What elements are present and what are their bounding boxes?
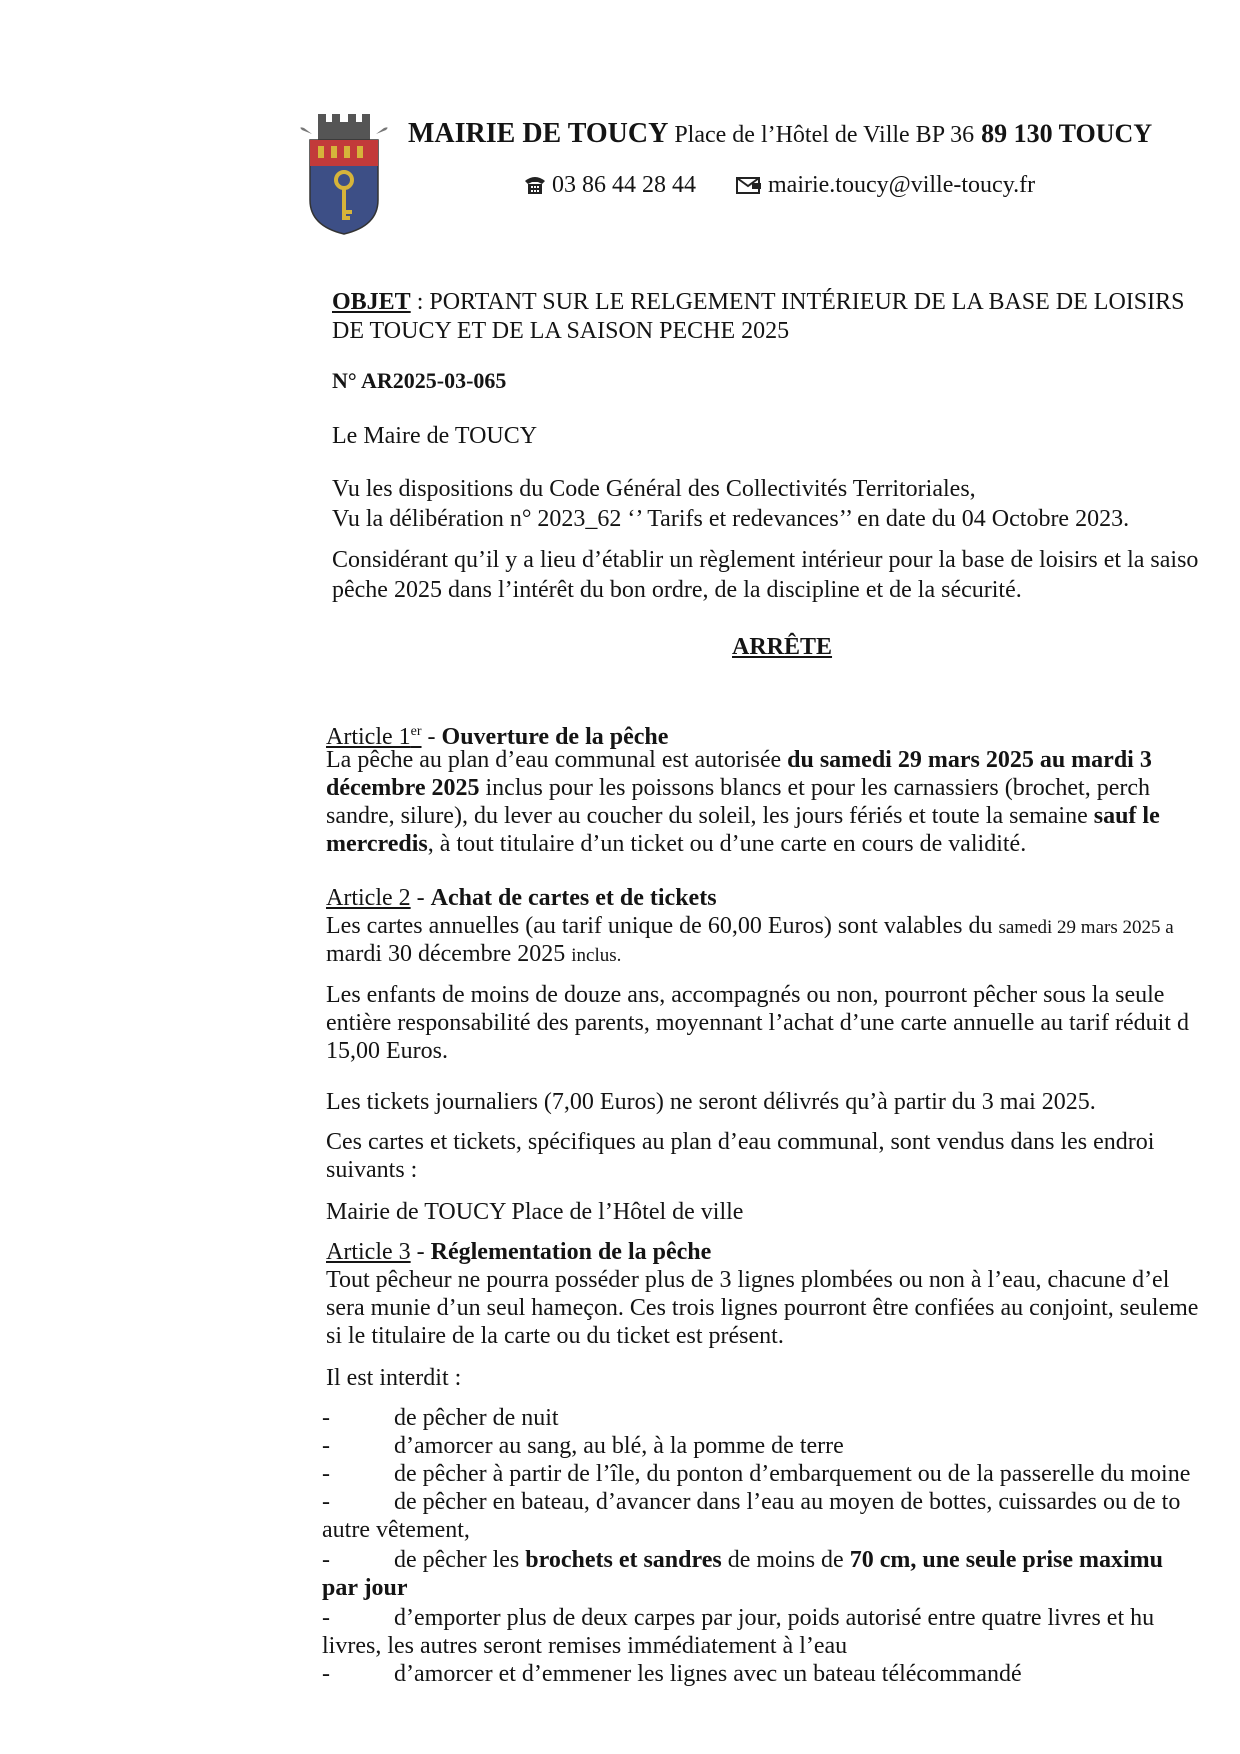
list-item-text: de pêcher en bateau, d’avancer dans l’eau au moyen de bottes, cuissardes ou de to bbox=[394, 1489, 1181, 1515]
article-1-text-3b: sauf le bbox=[1093, 803, 1160, 829]
list-dash: - bbox=[322, 1433, 330, 1459]
list-item-bold: 70 cm, une seule prise maximu bbox=[849, 1547, 1164, 1573]
arrete-heading: ARRÊTE bbox=[732, 634, 833, 660]
objet-label: OBJET bbox=[332, 289, 411, 315]
article-3-label: Article 3 bbox=[326, 1239, 411, 1265]
article-2-sep: - bbox=[410, 885, 431, 911]
list-item-text: d’amorcer et d’emmener les lignes avec un bateau télécommandé bbox=[394, 1661, 1022, 1687]
list-item bbox=[322, 1604, 1154, 1632]
article-2-heading bbox=[326, 884, 717, 912]
mairie-title: MAIRIE DE TOUCY bbox=[408, 118, 668, 149]
article-2-p1-line-2 bbox=[326, 940, 621, 970]
list-dash: - bbox=[322, 1489, 330, 1515]
article-1-title: Ouverture de la pêche bbox=[441, 724, 669, 750]
article-2-p2-line-2: entière responsabilité des parents, moyennant l’achat d’une carte annuelle au tarif réduit d bbox=[326, 1010, 1189, 1036]
list-item bbox=[322, 1404, 559, 1432]
list-item-text: de pêcher de nuit bbox=[394, 1405, 559, 1431]
article-2-p2-line-3: 15,00 Euros. bbox=[326, 1038, 448, 1064]
considerant-line-1: Considérant qu’il y a lieu d’établir un règlement intérieur pour la base de loisirs et la saiso bbox=[332, 547, 1199, 573]
list-item-continuation: livres, les autres seront remises immédiatement à l’eau bbox=[322, 1633, 848, 1659]
article-1-line-2 bbox=[326, 774, 1150, 802]
article-2-label: Article 2 bbox=[326, 885, 411, 911]
mairie-postcode: 89 130 TOUCY bbox=[981, 119, 1153, 148]
vu-line-1: Vu les dispositions du Code Général des Collectivités Territoriales, bbox=[332, 476, 976, 502]
objet-line-2: DE TOUCY ET DE LA SAISON PECHE 2025 bbox=[332, 318, 790, 344]
telephone-icon bbox=[524, 175, 546, 195]
article-2-p2-line-1: Les enfants de moins de douze ans, accompagnés ou non, pourront pêcher sous la seule bbox=[326, 982, 1165, 1008]
list-item bbox=[322, 1546, 1163, 1574]
list-item-text: de pêcher les bbox=[394, 1547, 526, 1573]
list-item-text: d’amorcer au sang, au blé, à la pomme de terre bbox=[394, 1433, 844, 1459]
list-item-continuation: autre vêtement, bbox=[322, 1517, 470, 1543]
list-dash: - bbox=[322, 1661, 330, 1687]
article-1-text-4b: , à tout titulaire d’un ticket ou d’une carte en cours de validité. bbox=[427, 831, 1027, 857]
article-1-line-1 bbox=[326, 746, 1152, 774]
article-1-text-4a: mercredis bbox=[326, 831, 428, 857]
list-item bbox=[322, 1660, 1022, 1688]
article-2-p5: Mairie de TOUCY Place de l’Hôtel de ville bbox=[326, 1199, 744, 1225]
article-2-p3: Les tickets journaliers (7,00 Euros) ne seront délivrés qu’à partir du 3 mai 2025. bbox=[326, 1089, 1096, 1115]
list-item-continuation: par jour bbox=[322, 1575, 408, 1601]
article-3-p1-line-3: si le titulaire de la carte ou du ticket est présent. bbox=[326, 1323, 784, 1349]
reference-number: N° AR2025-03-065 bbox=[332, 368, 507, 393]
email-address: mairie.toucy@ville-toucy.fr bbox=[768, 172, 1036, 198]
list-item bbox=[322, 1460, 1190, 1488]
crest-tower bbox=[318, 114, 370, 140]
article-3-sep: - bbox=[410, 1239, 431, 1265]
list-item bbox=[322, 1432, 844, 1460]
list-dash: - bbox=[322, 1461, 330, 1487]
article-3-p1-line-1: Tout pêcheur ne pourra posséder plus de 3 lignes plombées ou non à l’eau, chacune d’el bbox=[326, 1267, 1170, 1293]
objet-block bbox=[332, 288, 1184, 346]
article-3-title: Réglementation de la pêche bbox=[430, 1239, 712, 1265]
coat-of-arms-logo bbox=[298, 108, 390, 236]
vu-block bbox=[332, 474, 1129, 534]
objet-line-1 bbox=[332, 288, 1184, 317]
article-2-p1-line-1 bbox=[326, 912, 1174, 942]
article-3-interdit: Il est interdit : bbox=[326, 1365, 462, 1391]
article-2-p1-text-1a: Les cartes annuelles (au tarif unique de 60,00 Euros) sont valables du bbox=[326, 913, 999, 939]
list-dash: - bbox=[322, 1405, 330, 1431]
article-1-sep: - bbox=[421, 724, 442, 750]
phone-number: 03 86 44 28 44 bbox=[552, 172, 696, 198]
article-1-label-text: Article 1 bbox=[326, 724, 411, 750]
mairie-address: Place de l’Hôtel de Ville BP 36 bbox=[674, 122, 975, 148]
list-dash: - bbox=[322, 1547, 330, 1573]
article-1-text-2a: décembre 2025 bbox=[326, 775, 480, 801]
article-3-heading bbox=[326, 1238, 711, 1266]
list-item-bold: brochets et sandres bbox=[525, 1547, 722, 1573]
article-1-text-1b: du samedi 29 mars 2025 au mardi 3 bbox=[787, 747, 1152, 773]
considerant-line-2: pêche 2025 dans l’intérêt du bon ordre, de la discipline et de la sécurité. bbox=[332, 577, 1022, 603]
article-2-p1-text-2a: mardi 30 décembre 2025 bbox=[326, 941, 572, 967]
list-item-text: de pêcher à partir de l’île, du ponton d’embarquement ou de la passerelle du moine bbox=[394, 1461, 1191, 1487]
objet-text-1: PORTANT SUR LE RELGEMENT INTÉRIEUR DE LA BASE DE LOISIRS bbox=[429, 289, 1185, 315]
article-1-line-3 bbox=[326, 802, 1160, 830]
article-1-text-1a: La pêche au plan d’eau communal est autorisée bbox=[326, 747, 788, 773]
article-3-p1-line-2: sera munie d’un seul hameçon. Ces trois lignes pourront être confiées au conjoint, seuleme bbox=[326, 1295, 1199, 1321]
list-item bbox=[322, 1488, 1180, 1516]
header-line bbox=[408, 118, 1152, 150]
article-2-p1-text-2b: inclus. bbox=[571, 945, 622, 966]
list-item-text: d’emporter plus de deux carpes par jour, poids autorisé entre quatre livres et hu bbox=[394, 1605, 1155, 1631]
article-2-p1-text-1b: samedi 29 mars 2025 a bbox=[998, 917, 1174, 938]
considerant-block bbox=[332, 545, 1198, 605]
contact-line bbox=[524, 172, 1035, 199]
list-item-text: de moins de bbox=[721, 1547, 850, 1573]
article-1-sup: er bbox=[410, 724, 422, 739]
list-dash: - bbox=[322, 1605, 330, 1631]
article-1-text-3a: sandre, silure), du lever au coucher du soleil, les jours fériés et toute la semaine bbox=[326, 803, 1094, 829]
article-2-p4-line-2: suivants : bbox=[326, 1157, 418, 1183]
article-2-p4-line-1: Ces cartes et tickets, spécifiques au plan d’eau communal, sont vendus dans les endroi bbox=[326, 1129, 1155, 1155]
mayor-line: Le Maire de TOUCY bbox=[332, 423, 538, 449]
mail-icon bbox=[736, 175, 762, 195]
vu-line-2: Vu la délibération n° 2023_62 ‘’ Tarifs et redevances’’ en date du 04 Octobre 2023. bbox=[332, 506, 1130, 532]
objet-separator: : bbox=[410, 289, 430, 315]
article-1-text-2b: inclus pour les poissons blancs et pour les carnassiers (brochet, perch bbox=[479, 775, 1151, 801]
article-1-line-4 bbox=[326, 830, 1026, 858]
article-2-title: Achat de cartes et de tickets bbox=[430, 885, 717, 911]
